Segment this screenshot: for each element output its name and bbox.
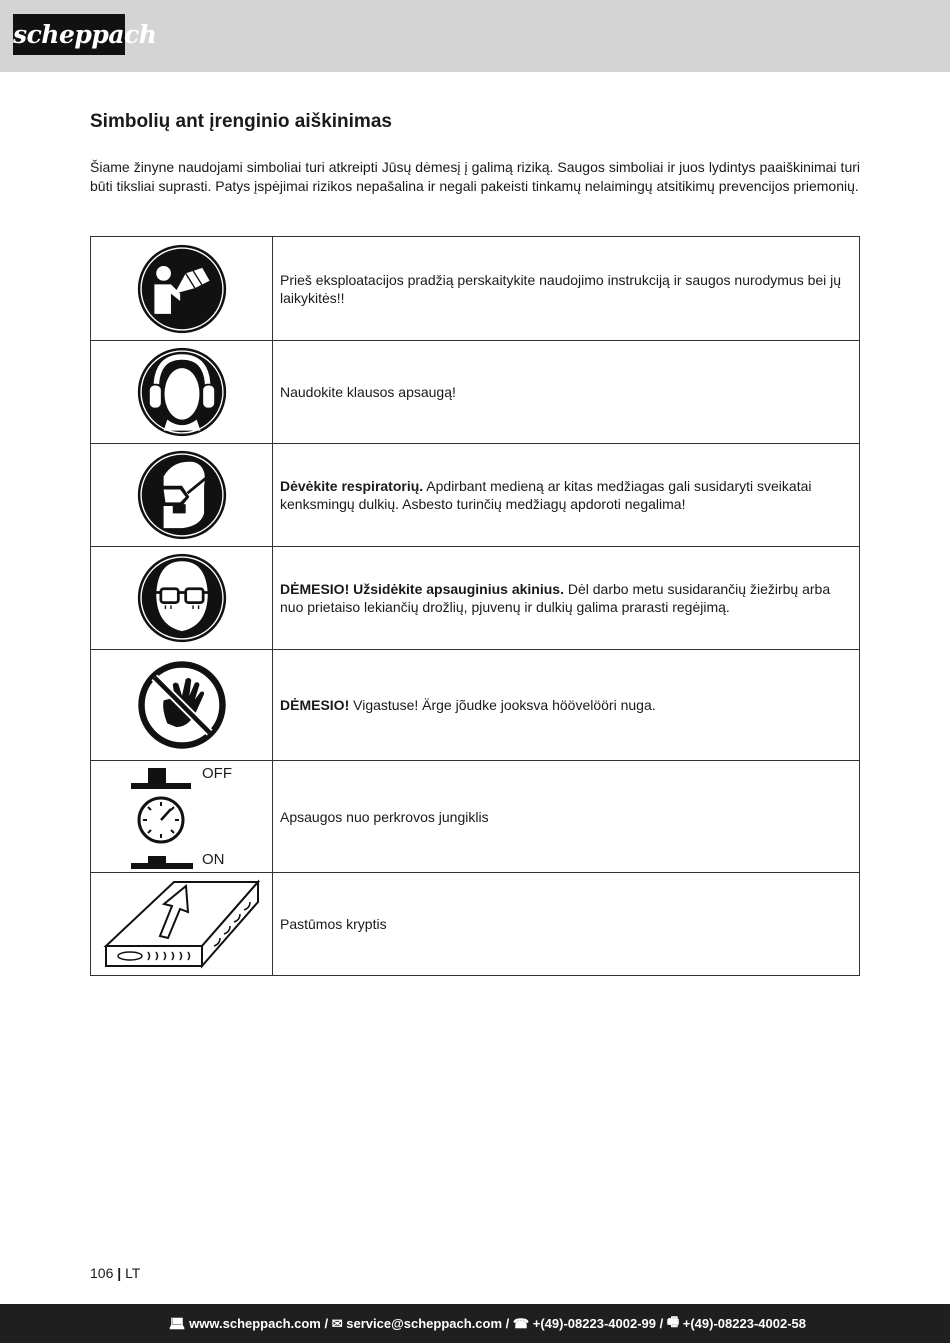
- read-manual-icon: [91, 243, 272, 335]
- phone-icon: ☎︎: [512, 1315, 530, 1331]
- website-link[interactable]: www.scheppach.com: [189, 1316, 321, 1331]
- description-bold: DĖMESIO! Užsidėkite apsauginius akinius.: [280, 581, 564, 597]
- off-label: OFF: [202, 765, 232, 782]
- symbol-description: [273, 237, 860, 341]
- symbol-description: [273, 547, 860, 650]
- table-row: [91, 444, 860, 547]
- table-row: [91, 761, 860, 873]
- symbol-description: [273, 650, 860, 761]
- symbol-cell: [91, 444, 273, 547]
- phone-number: +(49)-08223-4002-99: [532, 1316, 656, 1331]
- symbol-cell: [91, 761, 273, 873]
- ear-protection-icon: [91, 346, 272, 438]
- language-code: LT: [125, 1265, 141, 1281]
- footer-separator: /: [659, 1316, 664, 1331]
- table-row: [91, 237, 860, 341]
- symbol-description: [273, 873, 860, 976]
- respirator-icon: [91, 449, 272, 541]
- table-row: [91, 873, 860, 976]
- footer-separator: /: [324, 1316, 329, 1331]
- description-text: Naudokite klausos apsaugą!: [280, 384, 456, 400]
- symbol-cell: [91, 237, 273, 341]
- table-row: [91, 341, 860, 444]
- computer-icon: 💻︎: [169, 1315, 186, 1331]
- fax-icon: 🖷︎: [666, 1313, 680, 1329]
- symbols-table: [90, 236, 860, 976]
- page-header: [0, 0, 950, 72]
- symbol-description: [273, 341, 860, 444]
- safety-goggles-icon: [91, 552, 272, 644]
- intro-paragraph: Šiame žinyne naudojami simboliai turi atkreipti Jūsų dėmesį į galimą riziką. Saugos simboliai ir juos lydintys paaiškinimai turi būti tiksliai suprasti. Patys įspėjimai rizikos nepašalina ir negali pakeisti tinkamų nelaimingų atsitikimų prevencijos priemonių.: [90, 159, 860, 194]
- footer-separator: /: [505, 1316, 510, 1331]
- scheppach-logo: scheppach: [13, 14, 125, 55]
- description-text: Apdirbant medieną ar kitas medžiagas gali susidaryti sveikatai kenksmingų dulkių. Asbesto turinčių medžiagų apdoroti negalima!: [280, 478, 812, 512]
- description-text: Apsaugos nuo perkrovos jungiklis: [280, 808, 489, 825]
- page-title: Simbolių ant įrenginio aiškinimas: [90, 111, 392, 132]
- table-row: [91, 650, 860, 761]
- description-text: Prieš eksploatacijos pradžią perskaitykite naudojimo instrukciją ir saugos nurodymus bei jų laikykitės!!: [280, 271, 842, 306]
- overload-switch-icon: [91, 762, 272, 872]
- page-number: [90, 1265, 140, 1281]
- feed-direction-icon: [91, 876, 272, 972]
- fax-number: +(49)-08223-4002-58: [682, 1316, 806, 1331]
- symbol-cell: [91, 873, 273, 976]
- mail-icon: ✉︎: [331, 1315, 343, 1331]
- symbol-cell: [91, 341, 273, 444]
- page-number-value: 106: [90, 1265, 114, 1281]
- table-row: [91, 547, 860, 650]
- email-link[interactable]: service@scheppach.com: [346, 1316, 503, 1331]
- page-footer: [0, 1304, 950, 1343]
- symbol-cell: [91, 650, 273, 761]
- description-text: Vigastuse! Ärge jõudke jooksva höövelööri nuga.: [349, 697, 656, 713]
- description-text: Pastūmos kryptis: [280, 916, 387, 932]
- no-hands-icon: [91, 659, 272, 751]
- symbol-description: [273, 761, 860, 873]
- description-text: Dėl darbo metu susidarančių žiežirbų arba nuo prietaiso lekiančių drožlių, pjuvenų ir dulkių galima prarasti regėjimą.: [280, 581, 831, 615]
- symbol-cell: [91, 547, 273, 650]
- description-bold: Dėvėkite respiratorių.: [280, 478, 424, 494]
- on-label: ON: [202, 851, 225, 868]
- symbol-description: [273, 444, 860, 547]
- page-separator: |: [117, 1265, 122, 1281]
- description-bold: DĖMESIO!: [280, 697, 350, 713]
